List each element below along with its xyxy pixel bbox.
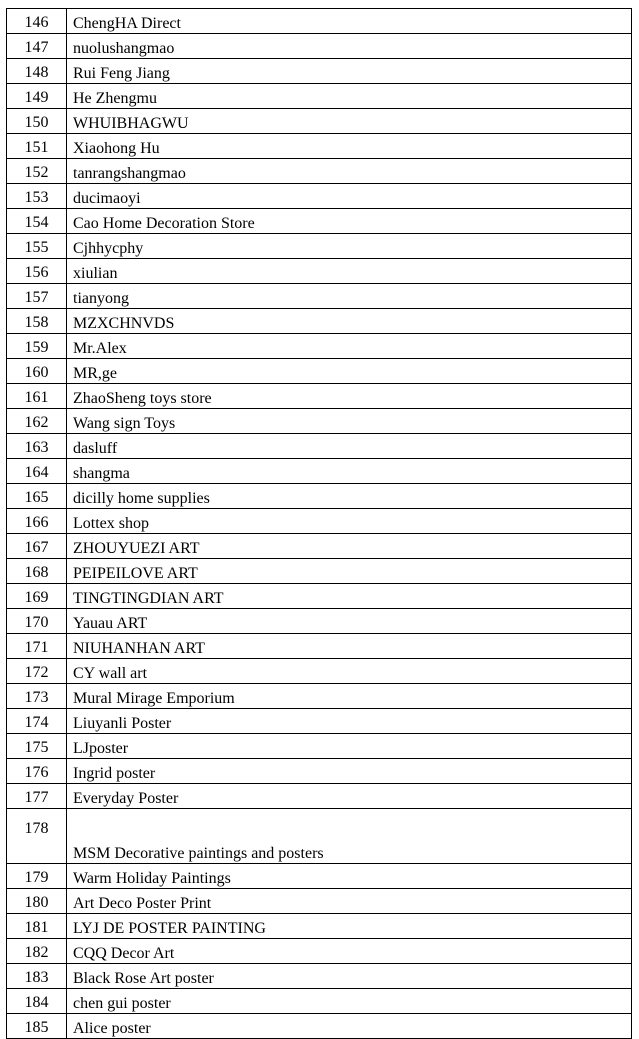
table-body [7,9,632,1039]
table-row [7,59,632,84]
row-number-cell: 173 [7,684,67,709]
row-number-cell: 179 [7,864,67,889]
store-name-cell: Wang sign Toys [67,409,632,434]
table-row [7,459,632,484]
store-name-cell: Warm Holiday Paintings [67,864,632,889]
table-row [7,659,632,684]
table-row [7,334,632,359]
row-number-cell: 172 [7,659,67,684]
table-row [7,809,632,864]
row-number-cell: 160 [7,359,67,384]
table-row [7,609,632,634]
row-number-cell: 148 [7,59,67,84]
table-row [7,634,632,659]
store-name-cell: Rui Feng Jiang [67,59,632,84]
table-row [7,784,632,809]
store-name-cell: chen gui poster [67,989,632,1014]
row-number-cell: 184 [7,989,67,1014]
row-number-cell: 158 [7,309,67,334]
table-row [7,359,632,384]
row-number-cell: 177 [7,784,67,809]
store-name-cell: MSM Decorative paintings and posters [67,809,632,864]
store-name-cell: tanrangshangmao [67,159,632,184]
store-name-cell: TINGTINGDIAN ART [67,584,632,609]
row-number-cell: 171 [7,634,67,659]
row-number-cell: 183 [7,964,67,989]
store-name-cell: Yauau ART [67,609,632,634]
table-row [7,309,632,334]
row-number-cell: 180 [7,889,67,914]
row-number-cell: 161 [7,384,67,409]
row-number-cell: 163 [7,434,67,459]
table-row [7,759,632,784]
row-number-cell: 149 [7,84,67,109]
table-row [7,9,632,34]
table-row [7,989,632,1014]
table-row [7,889,632,914]
table-row [7,559,632,584]
row-number-cell: 154 [7,209,67,234]
row-number-cell: 153 [7,184,67,209]
row-number-cell: 147 [7,34,67,59]
table-row [7,864,632,889]
store-name-cell: ZhaoSheng toys store [67,384,632,409]
row-number-cell: 151 [7,134,67,159]
store-name-cell: tianyong [67,284,632,309]
store-name-cell: LYJ DE POSTER PAINTING [67,914,632,939]
row-number-cell: 152 [7,159,67,184]
table-row [7,584,632,609]
store-name-cell: Alice poster [67,1014,632,1039]
store-name-cell: shangma [67,459,632,484]
store-name-cell: WHUIBHAGWU [67,109,632,134]
table-row [7,434,632,459]
store-name-cell: He Zhengmu [67,84,632,109]
store-name-cell: CQQ Decor Art [67,939,632,964]
table-row [7,159,632,184]
table-row [7,709,632,734]
table-row [7,234,632,259]
store-name-cell: MZXCHNVDS [67,309,632,334]
row-number-cell: 182 [7,939,67,964]
row-number-cell: 162 [7,409,67,434]
row-number-cell: 175 [7,734,67,759]
store-name-cell: Everyday Poster [67,784,632,809]
store-name-cell: ChengHA Direct [67,9,632,34]
row-number-cell: 159 [7,334,67,359]
store-name-cell: Mr.Alex [67,334,632,359]
store-name-cell: Art Deco Poster Print [67,889,632,914]
table-row [7,484,632,509]
table-row [7,84,632,109]
row-number-cell: 170 [7,609,67,634]
row-number-cell: 185 [7,1014,67,1039]
table-row [7,209,632,234]
row-number-cell: 176 [7,759,67,784]
table-row [7,1014,632,1039]
row-number-cell: 146 [7,9,67,34]
row-number-cell: 166 [7,509,67,534]
row-number-cell: 174 [7,709,67,734]
row-number-cell: 181 [7,914,67,939]
table-row [7,409,632,434]
row-number-cell: 165 [7,484,67,509]
store-name-cell: PEIPEILOVE ART [67,559,632,584]
store-name-cell: Liuyanli Poster [67,709,632,734]
table-row [7,914,632,939]
table-row [7,259,632,284]
store-name-cell: Lottex shop [67,509,632,534]
store-name-cell: Black Rose Art poster [67,964,632,989]
table-row [7,734,632,759]
store-name-cell: NIUHANHAN ART [67,634,632,659]
row-number-cell: 157 [7,284,67,309]
table-row [7,509,632,534]
table-row [7,109,632,134]
store-name-cell: CY wall art [67,659,632,684]
store-name-cell: ducimaoyi [67,184,632,209]
row-number-cell: 169 [7,584,67,609]
row-number-cell: 164 [7,459,67,484]
store-name-cell: Cao Home Decoration Store [67,209,632,234]
row-number-cell: 178 [7,809,67,864]
store-name-cell: nuolushangmao [67,34,632,59]
store-name-cell: ZHOUYUEZI ART [67,534,632,559]
table-row [7,134,632,159]
table-row [7,184,632,209]
store-name-cell: Xiaohong Hu [67,134,632,159]
store-name-cell: dicilly home supplies [67,484,632,509]
table-row [7,384,632,409]
row-number-cell: 167 [7,534,67,559]
table-row [7,34,632,59]
row-number-cell: 155 [7,234,67,259]
table-row [7,284,632,309]
row-number-cell: 168 [7,559,67,584]
table-row [7,684,632,709]
store-list-table [6,8,632,1039]
store-name-cell: Ingrid poster [67,759,632,784]
store-name-cell: Cjhhycphy [67,234,632,259]
store-name-cell: xiulian [67,259,632,284]
table-row [7,534,632,559]
row-number-cell: 156 [7,259,67,284]
store-name-cell: MR,ge [67,359,632,384]
store-name-cell: LJposter [67,734,632,759]
row-number-cell: 150 [7,109,67,134]
store-name-cell: dasluff [67,434,632,459]
store-name-cell: Mural Mirage Emporium [67,684,632,709]
table-row [7,964,632,989]
